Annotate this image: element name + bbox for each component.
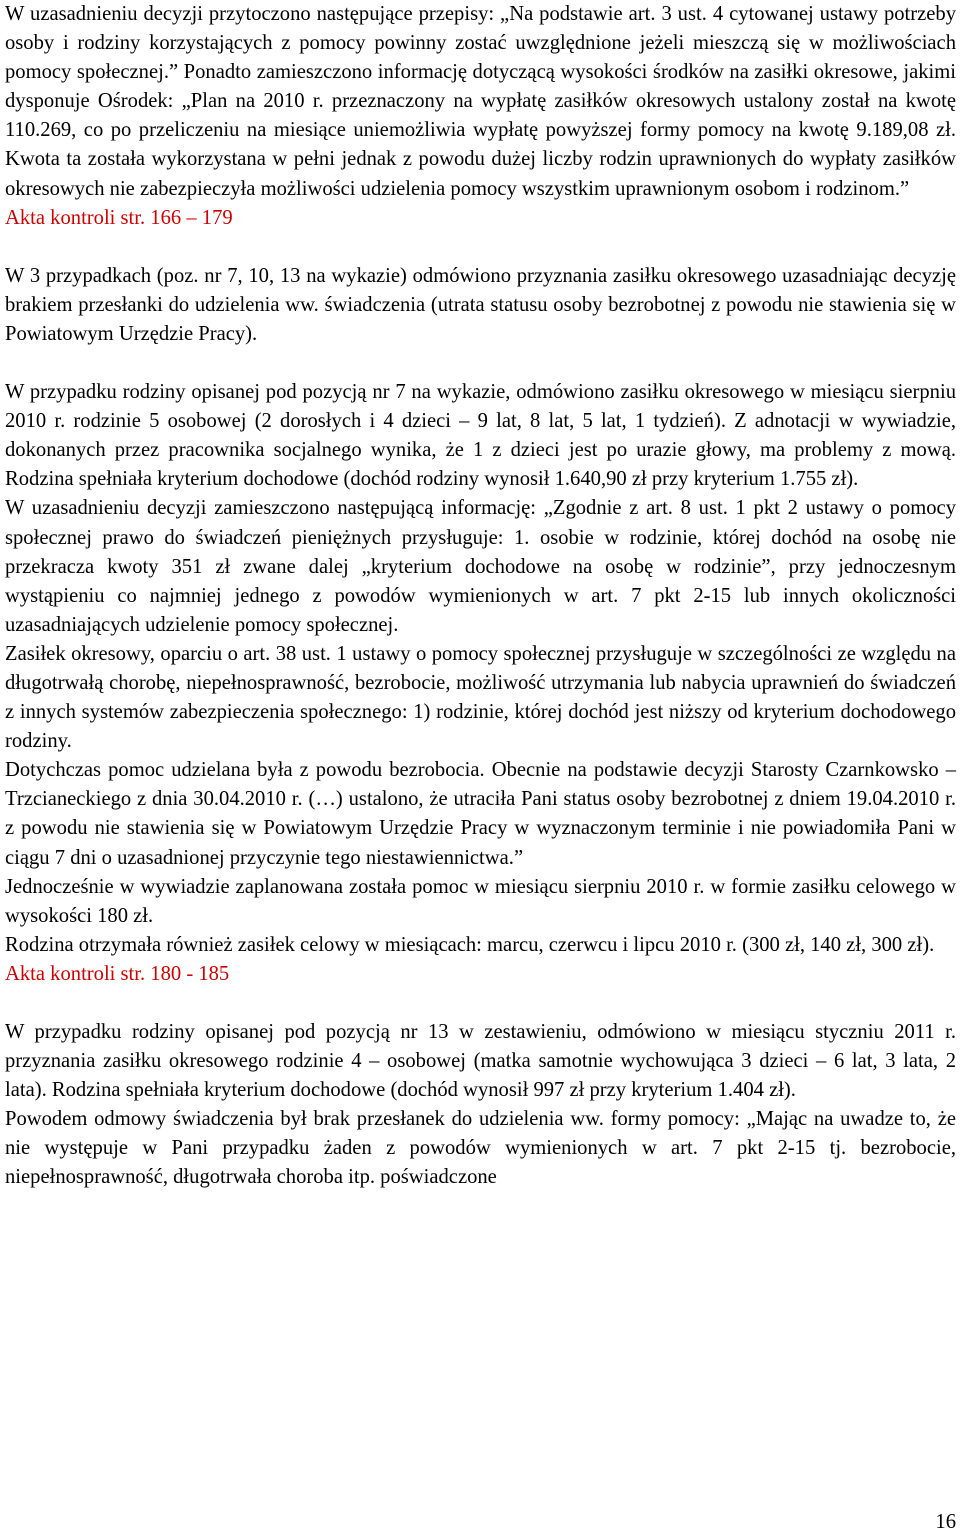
paragraph-family-7: W przypadku rodziny opisanej pod pozycją nr 7 na wykazie, odmówiono zasiłku okresowego w miesiącu sierpniu 2010 r. rodzinie 5 osobowej (2 dorosłych i 4 dzieci – 9 lat, 8 lat, 5 lat, 1 tydzień). Z adnotacji w wywiadzie, dokonanych przez pracownika socjalnego wynika, że 1 z dzieci jest po urazie głowy, ma problemy z mową. Rodzina spełniała kryterium dochodowe (dochód rodziny wynosił 1.640,90 zł przy kryterium 1.755 zł). [5,381,956,491]
page-number: 16 [935,1511,956,1533]
file-reference-180-185: Akta kontroli str. 180 - 185 [5,962,230,985]
paragraph-planned-aid: Jednocześnie w wywiadzie zaplanowana została pomoc w miesiącu sierpniu 2010 r. w formie zasiłku celowego w wysokości 180 zł. [5,875,956,927]
paragraph-three-cases: W 3 przypadkach (poz. nr 7, 10, 13 na wykazie) odmówiono przyznania zasiłku okresowego uzasadniając decyzję brakiem przesłanki do udzielenia ww. świadczenia (utrata statusu osoby bezrobotnej z powodu nie stawienia się w Powiatowym Urzędzie Pracy). [5,264,956,345]
paragraph-gap [5,989,956,1018]
paragraph-justification-quote: W uzasadnieniu decyzji przytoczono następujące przepisy: „Na podstawie art. 3 ust. 4 cytowanej ustawy potrzeby osoby i rodziny korzystających z pomocy powinny zostać uwzględnione jeżeli mieszczą się w możliwościach pomocy społecznej.” Ponadto zamieszczono informację dotyczącą wysokości środków na zasiłki okresowe, jakimi dysponuje Ośrodek: „Plan na 2010 r. przeznaczony na wypłatę zasiłków okresowych ustalony został na kwotę 110.269, co po przeliczeniu na miesiące uniemożliwia wypłatę powyższej formy pomocy na kwotę 9.189,08 zł. Kwota ta została wykorzystana w pełni jednak z powodu dużej liczby rodzin uprawnionych do wypłaty zasiłków okresowych nie zabezpieczyła możliwości udzielenia pomocy wszystkim uprawnionym osobom i rodzinom.” [5,3,956,200]
document-page [5,0,956,1193]
paragraph-unemployment-status: Dotychczas pomoc udzielana była z powodu bezrobocia. Obecnie na podstawie decyzji Starosty Czarnkowsko – Trzcianeckiego z dnia 30.04.2010 r. (…) ustalono, że utraciła Pani status osoby bezrobotnej z dniem 19.04.2010 r. z powodu nie stawienia się w Powiatowym Urzędzie Pracy w wyznaczonym terminie i nie powiadomiła Pani w ciągu 7 dni o uzasadnionej przyczynie tego niestawiennictwa.” [5,759,956,869]
paragraph-targeted-benefit: Rodzina otrzymała również zasiłek celowy w miesiącach: marcu, czerwcu i lipcu 2010 r. (300 zł, 140 zł, 300 zł). [5,933,935,956]
paragraph-gap [5,233,956,262]
paragraph-family-13: W przypadku rodziny opisanej pod pozycją nr 13 w zestawieniu, odmówiono w miesiącu styczniu 2011 r. przyznania zasiłku okresowego rodzinie 4 – osobowej (matka samotnie wychowująca 3 dzieci – 6 lat, 3 lata, 2 lata). Rodzina spełniała kryterium dochodowe (dochód wynosił 997 zł przy kryterium 1.404 zł). [5,1021,956,1102]
paragraph-gap [5,349,956,378]
file-reference-166-179: Akta kontroli str. 166 – 179 [5,206,233,229]
paragraph-decision-quote: W uzasadnieniu decyzji zamieszczono następującą informację: „Zgodnie z art. 8 ust. 1 pkt 2 ustawy o pomocy społecznej prawo do świadczeń pieniężnych przysługuje: 1. osobie w rodzinie, której dochód na osobę nie przekracza kwoty 351 zł zwane dalej „kryterium dochodowe na osobę w rodzinie”, przy jednoczesnym wystąpieniu co najmniej jednego z powodów wymienionych w art. 7 pkt 2-15 lub innych okoliczności uzasadniających udzielenie pomocy społecznej. [5,497,956,636]
paragraph-refusal-reason: Powodem odmowy świadczenia był brak przesłanek do udzielenia ww. formy pomocy: „Mając na uwadze to, że nie występuje w Pani przypadku żaden z powodów wymienionych w art. 7 pkt 2-15 tj. bezrobocie, niepełnosprawność, długotrwała choroba itp. poświadczone [5,1108,956,1189]
paragraph-periodic-benefit: Zasiłek okresowy, oparciu o art. 38 ust. 1 ustawy o pomocy społecznej przysługuje w szczególności ze względu na długotrwałą chorobę, niepełnosprawność, bezrobocie, możliwość utrzymania lub nabycia uprawnień do świadczeń z innych systemów zabezpieczenia społecznego: 1) rodzinie, której dochód jest niższy od kryterium dochodowego rodziny. [5,642,956,753]
